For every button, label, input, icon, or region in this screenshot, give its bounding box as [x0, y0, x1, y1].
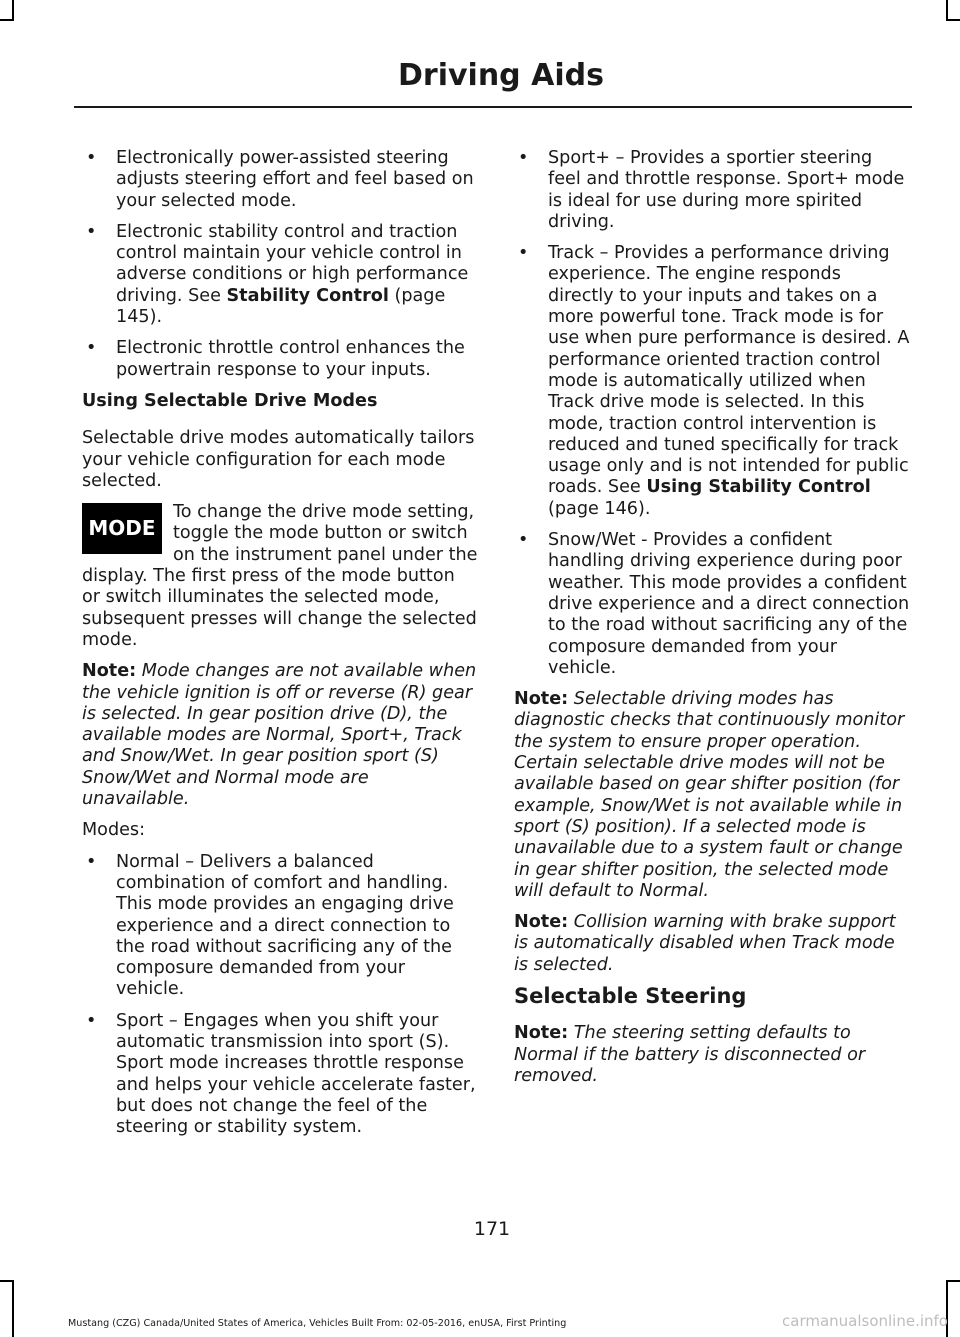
page-number: 171	[473, 1218, 511, 1240]
bullet-icon: •	[86, 148, 97, 168]
crop-mark-bottom-right-h	[946, 1280, 960, 1282]
crop-mark-top-left-v	[12, 0, 14, 20]
list-item: • Electronically power-assisted steering adjusts steering effort and feel based on your selected mode.	[86, 148, 474, 211]
crop-mark-top-left-h	[0, 19, 14, 21]
crop-mark-bottom-left-v	[12, 1280, 14, 1337]
list-item: • Sport – Engages when you shift your automatic transmission into sport (S). Sport mode increases throttle response and helps your vehicle accelerate faster, but does not change the feel of the steering or stability system.	[86, 1010, 476, 1138]
note: Note: Mode changes are not available when the vehicle ignition is off or reverse (R) gear is selected. In gear position drive (D), the available modes are Normal, Sport+, Track and Snow/Wet. In gear position sport (S) Snow/Wet and Normal mode are unavailable.	[82, 661, 477, 810]
right-column	[514, 148, 910, 1097]
mode-button-icon: MODE	[82, 503, 162, 554]
list-item: • Track – Provides a performance driving experience. The engine responds directly to your inputs and takes on a more powerful tone. Track mode is for use when pure performance is desired. A performance oriented traction control mode is automatically utilized when Track drive mode is selected. In this mode, traction control intervention is reduced and tuned specifically for track usage only and is not intended for public roads. See Using Stability Control (page 146).	[518, 243, 910, 519]
bullet-icon: •	[86, 221, 97, 242]
modes-label: Modes:	[82, 820, 146, 841]
using-stability-control-link[interactable]: Using Stability Control	[646, 477, 871, 498]
page-title: Driving Aids	[398, 58, 604, 93]
mode-paragraph: To change the drive mode setting, toggle the mode button or switch on the instrument panel under the display. The first press of the mode button or switch illuminates the selected mode, subsequent presses will change the selected mode.	[82, 502, 478, 650]
watermark: carmanualsonline.info	[782, 1312, 948, 1330]
crop-mark-top-right-h	[946, 19, 960, 21]
list-item: • Electronic stability control and traction control maintain your vehicle control in adverse conditions or high performance driving. See Stability Control (page 145).	[86, 221, 469, 328]
list-item: • Sport+ – Provides a sportier steering feel and throttle response. Sport+ mode is ideal for use during more spirited driving.	[518, 148, 905, 232]
stability-control-link[interactable]: Stability Control	[226, 285, 389, 306]
bullet-icon: •	[86, 338, 97, 359]
list-item: • Electronic throttle control enhances the powertrain response to your inputs.	[86, 338, 465, 380]
section-heading: Using Selectable Drive Modes	[82, 390, 378, 411]
mode-paragraph-block	[82, 502, 478, 651]
bullet-icon: •	[518, 530, 529, 551]
list-item: • Snow/Wet - Provides a confident handling driving experience during poor weather. This mode provides a confident drive experience and a direct connection to the road without sacrificing any of the composure demanded from your vehicle.	[518, 530, 910, 678]
bullet-icon: •	[86, 851, 97, 872]
intro-paragraph: Selectable drive modes automatically tailors your vehicle configuration for each mode selected.	[82, 428, 475, 491]
section-heading: Selectable Steering	[514, 983, 747, 1008]
list-item: • Normal – Delivers a balanced combination of comfort and handling. This mode provides an engaging drive experience and a direct connection to the road without sacrificing any of the composure demanded from your vehicle.	[86, 851, 454, 1000]
note: Note: The steering setting defaults to Normal if the battery is disconnected or removed.	[514, 1023, 866, 1086]
note: Note: Selectable driving modes has diagnostic checks that continuously monitor the system to ensure proper operation. Certain selectable drive modes will not be available based on gear shifter position (for example, Snow/Wet is not available while in sport (S) position). If a selected mode is unavailable due to a system fault or change in gear shifter position, the selected mode will default to Normal.	[514, 689, 905, 901]
bullet-icon: •	[86, 1010, 97, 1031]
crop-mark-bottom-left-h	[0, 1280, 14, 1282]
crop-mark-top-right-v	[946, 0, 948, 20]
bullet-icon: •	[518, 148, 529, 168]
left-column	[82, 148, 478, 1148]
header-divider	[74, 106, 912, 108]
note: Note: Collision warning with brake support is automatically disabled when Track mode is selected.	[514, 912, 896, 975]
bullet-icon: •	[518, 243, 529, 264]
footer-text: Mustang (CZG) Canada/United States of America, Vehicles Built From: 02-05-2016, enUSA, First Printing	[68, 1318, 567, 1329]
